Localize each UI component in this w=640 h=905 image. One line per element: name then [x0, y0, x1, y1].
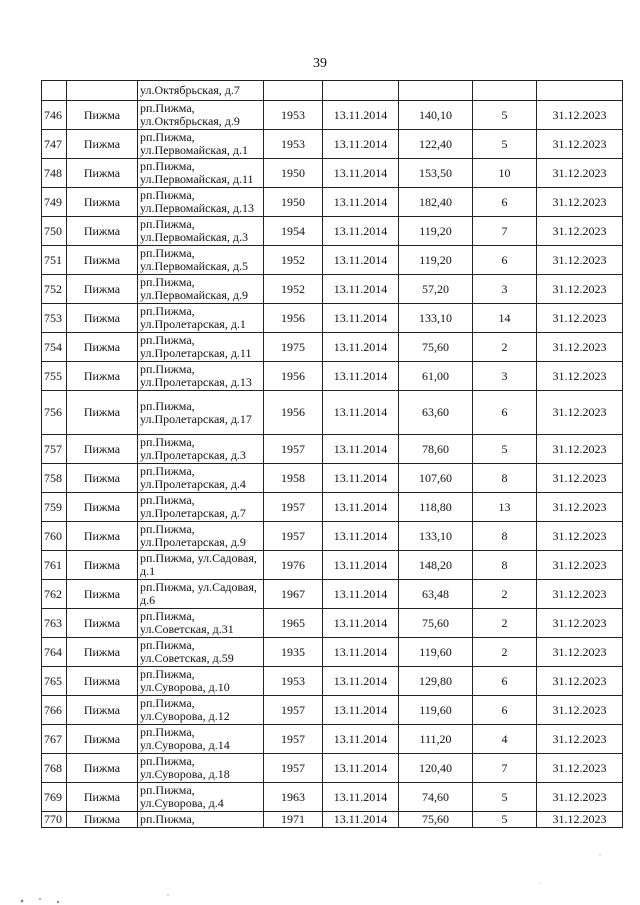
cell-address: рп.Пижма, ул.Первомайская, д.3 [138, 217, 264, 246]
cell-count: 6 [473, 667, 537, 696]
cell-locality: Пижма [67, 783, 138, 812]
cell-address: рп.Пижма, ул.Садовая, д.1 [138, 551, 264, 580]
cell-number: 751 [42, 246, 67, 275]
cell-address: рп.Пижма, [138, 812, 264, 828]
table-row [42, 217, 623, 246]
cell-locality: Пижма [67, 159, 138, 188]
table-row [42, 362, 623, 391]
cell-address: рп.Пижма, ул.Садовая, д.6 [138, 580, 264, 609]
cell-end-date: 31.12.2023 [537, 522, 623, 551]
table-row [42, 159, 623, 188]
table-row [42, 725, 623, 754]
cell-area: 182,40 [399, 188, 473, 217]
cell-count: 8 [473, 464, 537, 493]
cell-locality: Пижма [67, 333, 138, 362]
cell-count: 2 [473, 638, 537, 667]
cell-year: 1957 [264, 522, 323, 551]
cell-count: 10 [473, 159, 537, 188]
table-row [42, 580, 623, 609]
cell-year: 1952 [264, 275, 323, 304]
cell-end-date: 31.12.2023 [537, 130, 623, 159]
cell-end-date: 31.12.2023 [537, 333, 623, 362]
cell-count [473, 81, 537, 101]
cell-count: 8 [473, 551, 537, 580]
table-row [42, 246, 623, 275]
cell-area: 119,60 [399, 638, 473, 667]
cell-locality: Пижма [67, 551, 138, 580]
cell-date: 13.11.2014 [323, 217, 399, 246]
table-row [42, 333, 623, 362]
cell-locality: Пижма [67, 188, 138, 217]
cell-area: 120,40 [399, 754, 473, 783]
cell-number: 762 [42, 580, 67, 609]
cell-date: 13.11.2014 [323, 580, 399, 609]
cell-date: 13.11.2014 [323, 188, 399, 217]
cell-year: 1950 [264, 188, 323, 217]
table-row [42, 667, 623, 696]
cell-count: 6 [473, 696, 537, 725]
cell-year: 1957 [264, 696, 323, 725]
cell-end-date: 31.12.2023 [537, 362, 623, 391]
cell-address: рп.Пижма, ул.Пролетарская, д.17 [138, 391, 264, 435]
cell-year: 1957 [264, 754, 323, 783]
cell-year: 1956 [264, 391, 323, 435]
cell-end-date: 31.12.2023 [537, 754, 623, 783]
cell-area: 119,60 [399, 696, 473, 725]
cell-date [323, 81, 399, 101]
cell-end-date: 31.12.2023 [537, 246, 623, 275]
cell-number: 757 [42, 435, 67, 464]
table-row [42, 464, 623, 493]
cell-count: 6 [473, 246, 537, 275]
cell-year: 1957 [264, 435, 323, 464]
table-row [42, 551, 623, 580]
cell-number [42, 81, 67, 101]
cell-address: рп.Пижма, ул.Суворова, д.10 [138, 667, 264, 696]
cell-address: рп.Пижма, ул.Первомайская, д.13 [138, 188, 264, 217]
table-body [42, 81, 623, 828]
cell-count: 3 [473, 362, 537, 391]
table-row [42, 754, 623, 783]
table-row [42, 435, 623, 464]
cell-number: 761 [42, 551, 67, 580]
cell-year: 1971 [264, 812, 323, 828]
cell-date: 13.11.2014 [323, 696, 399, 725]
cell-locality: Пижма [67, 667, 138, 696]
cell-locality: Пижма [67, 435, 138, 464]
cell-area: 148,20 [399, 551, 473, 580]
cell-count: 4 [473, 725, 537, 754]
cell-end-date: 31.12.2023 [537, 667, 623, 696]
cell-locality: Пижма [67, 304, 138, 333]
cell-year: 1957 [264, 493, 323, 522]
cell-date: 13.11.2014 [323, 725, 399, 754]
cell-date: 13.11.2014 [323, 333, 399, 362]
cell-count: 5 [473, 783, 537, 812]
cell-count: 8 [473, 522, 537, 551]
cell-year: 1953 [264, 130, 323, 159]
cell-area: 78,60 [399, 435, 473, 464]
cell-number: 769 [42, 783, 67, 812]
cell-area: 75,60 [399, 609, 473, 638]
table-row [42, 493, 623, 522]
cell-date: 13.11.2014 [323, 464, 399, 493]
cell-number: 746 [42, 101, 67, 130]
cell-year [264, 81, 323, 101]
cell-date: 13.11.2014 [323, 246, 399, 275]
table-row [42, 188, 623, 217]
cell-number: 754 [42, 333, 67, 362]
cell-area: 74,60 [399, 783, 473, 812]
cell-end-date: 31.12.2023 [537, 391, 623, 435]
cell-year: 1957 [264, 725, 323, 754]
cell-locality: Пижма [67, 101, 138, 130]
cell-number: 749 [42, 188, 67, 217]
cell-number: 765 [42, 667, 67, 696]
cell-address: рп.Пижма, ул.Пролетарская, д.13 [138, 362, 264, 391]
cell-year: 1965 [264, 609, 323, 638]
cell-year: 1963 [264, 783, 323, 812]
table-row [42, 275, 623, 304]
table-row [42, 391, 623, 435]
cell-number: 753 [42, 304, 67, 333]
cell-address: рп.Пижма, ул.Пролетарская, д.11 [138, 333, 264, 362]
cell-year: 1958 [264, 464, 323, 493]
cell-area: 107,60 [399, 464, 473, 493]
cell-year: 1967 [264, 580, 323, 609]
cell-count: 7 [473, 217, 537, 246]
cell-date: 13.11.2014 [323, 130, 399, 159]
cell-locality: Пижма [67, 638, 138, 667]
cell-address: рп.Пижма, ул.Пролетарская, д.4 [138, 464, 264, 493]
cell-count: 13 [473, 493, 537, 522]
cell-year: 1950 [264, 159, 323, 188]
cell-address: ул.Октябрьская, д.7 [138, 81, 264, 101]
cell-date: 13.11.2014 [323, 493, 399, 522]
cell-number: 755 [42, 362, 67, 391]
cell-number: 766 [42, 696, 67, 725]
cell-count: 6 [473, 391, 537, 435]
cell-address: рп.Пижма, ул.Первомайская, д.5 [138, 246, 264, 275]
cell-end-date: 31.12.2023 [537, 638, 623, 667]
cell-address: рп.Пижма, ул.Пролетарская, д.9 [138, 522, 264, 551]
cell-number: 767 [42, 725, 67, 754]
cell-end-date: 31.12.2023 [537, 696, 623, 725]
cell-address: рп.Пижма, ул.Пролетарская, д.7 [138, 493, 264, 522]
cell-area: 57,20 [399, 275, 473, 304]
cell-area: 119,20 [399, 246, 473, 275]
cell-year: 1952 [264, 246, 323, 275]
cell-area: 140,10 [399, 101, 473, 130]
cell-number: 752 [42, 275, 67, 304]
table-row [42, 783, 623, 812]
cell-area: 129,80 [399, 667, 473, 696]
table-row [42, 522, 623, 551]
cell-date: 13.11.2014 [323, 101, 399, 130]
cell-number: 764 [42, 638, 67, 667]
cell-date: 13.11.2014 [323, 667, 399, 696]
cell-date: 13.11.2014 [323, 522, 399, 551]
cell-count: 2 [473, 609, 537, 638]
table-row [42, 609, 623, 638]
cell-area: 61,00 [399, 362, 473, 391]
cell-locality: Пижма [67, 464, 138, 493]
cell-number: 760 [42, 522, 67, 551]
cell-area: 122,40 [399, 130, 473, 159]
cell-address: рп.Пижма, ул.Суворова, д.18 [138, 754, 264, 783]
cell-date: 13.11.2014 [323, 609, 399, 638]
table-row [42, 638, 623, 667]
cell-area: 111,20 [399, 725, 473, 754]
cell-count: 14 [473, 304, 537, 333]
housing-registry-table [41, 80, 623, 828]
cell-end-date: 31.12.2023 [537, 580, 623, 609]
cell-year: 1954 [264, 217, 323, 246]
cell-end-date: 31.12.2023 [537, 275, 623, 304]
table-row [42, 130, 623, 159]
cell-area: 153,50 [399, 159, 473, 188]
table-row [42, 304, 623, 333]
cell-address: рп.Пижма, ул.Советская, д.31 [138, 609, 264, 638]
cell-area: 63,60 [399, 391, 473, 435]
cell-number: 747 [42, 130, 67, 159]
cell-end-date [537, 81, 623, 101]
cell-area: 133,10 [399, 304, 473, 333]
cell-number: 758 [42, 464, 67, 493]
cell-area: 133,10 [399, 522, 473, 551]
page-number: 39 [313, 56, 327, 71]
cell-count: 6 [473, 188, 537, 217]
cell-address: рп.Пижма, ул.Суворова, д.14 [138, 725, 264, 754]
cell-address: рп.Пижма, ул.Октябрьская, д.9 [138, 101, 264, 130]
cell-end-date: 31.12.2023 [537, 493, 623, 522]
cell-locality: Пижма [67, 493, 138, 522]
cell-locality: Пижма [67, 362, 138, 391]
cell-end-date: 31.12.2023 [537, 304, 623, 333]
cell-date: 13.11.2014 [323, 754, 399, 783]
cell-locality: Пижма [67, 130, 138, 159]
cell-count: 5 [473, 101, 537, 130]
cell-number: 756 [42, 391, 67, 435]
cell-area: 63,48 [399, 580, 473, 609]
cell-number: 768 [42, 754, 67, 783]
cell-end-date: 31.12.2023 [537, 188, 623, 217]
cell-area: 119,20 [399, 217, 473, 246]
cell-address: рп.Пижма, ул.Пролетарская, д.1 [138, 304, 264, 333]
cell-end-date: 31.12.2023 [537, 812, 623, 828]
cell-date: 13.11.2014 [323, 362, 399, 391]
cell-number: 770 [42, 812, 67, 828]
cell-address: рп.Пижма, ул.Советская, д.59 [138, 638, 264, 667]
cell-number: 759 [42, 493, 67, 522]
cell-end-date: 31.12.2023 [537, 159, 623, 188]
cell-count: 2 [473, 580, 537, 609]
cell-locality: Пижма [67, 217, 138, 246]
cell-locality: Пижма [67, 696, 138, 725]
cell-end-date: 31.12.2023 [537, 101, 623, 130]
cell-count: 3 [473, 275, 537, 304]
cell-date: 13.11.2014 [323, 159, 399, 188]
table-row [42, 696, 623, 725]
cell-address: рп.Пижма, ул.Суворова, д.12 [138, 696, 264, 725]
cell-address: рп.Пижма, ул.Суворова, д.4 [138, 783, 264, 812]
cell-end-date: 31.12.2023 [537, 725, 623, 754]
cell-address: рп.Пижма, ул.Первомайская, д.11 [138, 159, 264, 188]
cell-number: 763 [42, 609, 67, 638]
cell-locality: Пижма [67, 609, 138, 638]
cell-count: 5 [473, 130, 537, 159]
table-row-continuation [42, 81, 623, 101]
cell-count: 5 [473, 812, 537, 828]
cell-date: 13.11.2014 [323, 435, 399, 464]
cell-area: 118,80 [399, 493, 473, 522]
cell-number: 748 [42, 159, 67, 188]
cell-locality: Пижма [67, 725, 138, 754]
cell-locality: Пижма [67, 754, 138, 783]
cell-locality: Пижма [67, 812, 138, 828]
cell-address: рп.Пижма, ул.Пролетарская, д.3 [138, 435, 264, 464]
cell-locality: Пижма [67, 246, 138, 275]
cell-end-date: 31.12.2023 [537, 783, 623, 812]
cell-year: 1975 [264, 333, 323, 362]
table-row [42, 101, 623, 130]
cell-area: 75,60 [399, 333, 473, 362]
cell-count: 2 [473, 333, 537, 362]
cell-locality: Пижма [67, 275, 138, 304]
cell-year: 1976 [264, 551, 323, 580]
cell-date: 13.11.2014 [323, 304, 399, 333]
cell-year: 1935 [264, 638, 323, 667]
cell-end-date: 31.12.2023 [537, 435, 623, 464]
cell-year: 1953 [264, 667, 323, 696]
cell-year: 1956 [264, 362, 323, 391]
cell-locality: Пижма [67, 391, 138, 435]
cell-year: 1953 [264, 101, 323, 130]
cell-date: 13.11.2014 [323, 812, 399, 828]
cell-locality [67, 81, 138, 101]
cell-date: 13.11.2014 [323, 391, 399, 435]
cell-end-date: 31.12.2023 [537, 464, 623, 493]
cell-date: 13.11.2014 [323, 783, 399, 812]
cell-date: 13.11.2014 [323, 551, 399, 580]
cell-address: рп.Пижма, ул.Первомайская, д.9 [138, 275, 264, 304]
cell-address: рп.Пижма, ул.Первомайская, д.1 [138, 130, 264, 159]
cell-count: 5 [473, 435, 537, 464]
cell-end-date: 31.12.2023 [537, 217, 623, 246]
cell-date: 13.11.2014 [323, 275, 399, 304]
cell-area [399, 81, 473, 101]
cell-locality: Пижма [67, 522, 138, 551]
cell-area: 75,60 [399, 812, 473, 828]
cell-number: 750 [42, 217, 67, 246]
cell-end-date: 31.12.2023 [537, 609, 623, 638]
cell-count: 7 [473, 754, 537, 783]
cell-end-date: 31.12.2023 [537, 551, 623, 580]
cell-date: 13.11.2014 [323, 638, 399, 667]
scan-noise [0, 825, 640, 905]
cell-locality: Пижма [67, 580, 138, 609]
cell-year: 1956 [264, 304, 323, 333]
